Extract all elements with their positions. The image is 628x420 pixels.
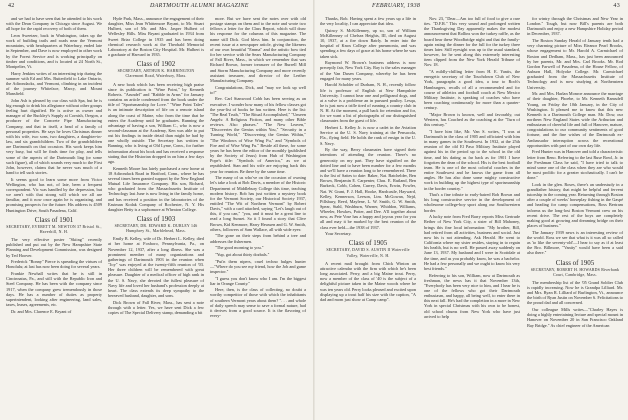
article-paragraph: Referring to his son, William, now at Dartmouth as freshman, the news has it that November 13th, "Everybody has been very nice to him, and I hear he is one of the fellows who got their Dartmouth enthusiasm, and happy, all being well, to enter there in this next fall. He's had the completion in a more in New York in special Christmas with his own to be honest, old school chums from New York who have just arrived to help <box>424 272 520 319</box>
article-paragraph: Dr. and Mrs. Clarence E. Bryant of <box>11 308 72 314</box>
article-paragraph: The January 1939 news is an interesting review of the world. Ross we see that what is it was all so called as 'to like the seventy-old'—I hear to say as if at least the Bro. Billmore, "Vanity" would have been a said also there." <box>527 229 623 256</box>
text-column-3 <box>210 16 306 416</box>
article-paragraph: Emily B. Kelley, wife of Dr. Herbert L. Kelley, died at her home at Foxboro, Pennsylvania, Pa., on November 12, 1937, after a long illness. She was a prominent member of many organizations and gatherings of Dartmouth 1903 in the reunion when "Joy" was enjoyed at the twenty-fifth reunion of '03. Her three children will be remembered with great pleasure. Daughter of a medical officer of high rank in the U. S. Navy, she devoted the fullest pleasure of Navy life and loved her husband's profession deeply at heart. The class extends its deep sympathy to the bereaved husband, daughter, and sons. <box>108 236 204 298</box>
article-paragraph: By the way, Berry classmates have signed their intentions of attending the reunion. There's no generosity on my part. They have signified on the dotted line and to have been number for a few months and we'll have a reunion long to be remembered. There is the list of Sattes to date: Baker, Nat. Batchelder, Ben Brown, Benjamin E. Carpenter, Chas. E. Rutland, Ben Burkeck, Cobb, Cohen, Currey, Davis, Erwin, Fowler, Nat. W. Grant, F. J. Hall, Hooke, Hardcastle, Hayward, Kelley, Kennerson, Leeson, Ltm. McGowan, Nejd, Pillsbury, Reed, Maylene, L. W. Smith, G. W. Smith, Spear, Stahl, Washburn, Warner, Whiddon, Williams, Wheeler, Howkes, Potter, and Dee. A'll together about now, as Pete Vose has a happy and joyous year for you all and may it be marked by the best reunion of the class ever held—the 1938 of 1937. <box>320 147 416 230</box>
article-paragraph: Rev. Carl Stanwood Cobb has been serving as an executive. I wonder how many of his fellow classes got the year-list of books he has written. Here is the list: "The Real Truth," "The Ritual Accomplished," "Unseen Angels: A Religious Fiction, and many other Bible reviews. Also phrases." "The New Leaven," "Discoveries the Genius within You," "Security in a Turning World," "Discovering the Genius Within," "The Windows of Wise Wing Fu," and "Symbols of Fire and of Wise Wing Fu." Beside all these, for some years he has been the editor of the monthly (published by the Society of Jesus) from Hub of Washington Pope's title: "Symbols of America," as we at republished. Stan and his wife are enjoying back this year for reunion. Be there by the same time. <box>210 96 306 174</box>
article-paragraph: The Boston Sunday Herald of January tenth had a very charming picture of Miss Eleanor Pearl Brooks, whose engagement to Mr. Harold A. Carmichael of Boston and Dedham, Mass., has just been announced by her parents, Mr. and Mrs. Carl Brooks. Mr. Rod Gordon Farwell of Pasadena, of the House Fellow, of Auburn Hall, Holyoke College. Mr. Carmichael graduated from the Massachusetts Institute of Technology and is now studying at Northeastern University. <box>527 38 623 90</box>
class-heading: Class of 1905 <box>348 239 388 248</box>
class-secretary-line: SECRETARY, EVERETT M. NEWTON 37 Bristol St., Haverhill, N. H. <box>6 224 102 234</box>
article-paragraph: Harry Jenkins writes of an interesting trip during the summer with Ed and Mrs. Butterfield to Lake Ontario, the Adirondacks, and Vermont, climbing in an incident of the journey Whiteface, Marcy, and Mount Mansfield. <box>6 70 102 97</box>
article-paragraph: "A mildly-chilling letter from H. E. Yantis, the energetic secretary of the Touchdown Club of New York, paragraphs a good idea, a tour to Roch's Hamburgers, recalls of all a recommended and for course of athletics and football coach at New Mexico Military Institute, is speaking of coaches who have been coaching continuously for more than a quarter-century. <box>424 69 520 111</box>
article-paragraph: Here, then, is the class of collecting, no doubt a worthy competitor of those with which the inhabitants of southern Vermont years about them? ". . . and whole of daily speech may sense to save a formal nature, had it derives from a good source. It is the flavoring of every- <box>210 287 306 319</box>
article-paragraph: Congratulations, Dick, and "may we look up well to!" <box>210 84 306 95</box>
text-column-1 <box>6 16 102 416</box>
article-paragraph: Fred Hunter was in Hanover and told a characteristic letter from Reno. Referring to the last Ruse Bowl, Jr. in the Freshman Class he said, "I have tried to talk to mind some one of the class when they are who would be most prolific for a greater stochastically. I can't be done." <box>527 149 623 181</box>
article-paragraph: "Major Brown is known, well and favorably, out Western, has Coached as the coaching at the "Turn of this century." <box>424 111 520 128</box>
left-running-title: DARTMOUTH ALUMNI MAGAZINE <box>150 3 249 9</box>
article-paragraph: Quincy S. McKillenney, up so, son of William McKillenney of Chelsea Heights, III, died on August 10, 1937, at a fire down Ratrly. In enter into the hospital of Knox College after pneumonia, and was spending a few days of grace at his home where he was taken sick. <box>320 27 416 59</box>
left-page-number: 42 <box>8 3 15 9</box>
article-paragraph: Your Secretary. <box>325 231 352 237</box>
article-paragraph: more. But we have sent the notes over with old postage stamps on them and to the note and wrote two fellows a letter for the Class Report, which will draw his response for the columns of this magazine. The name still Dick. God bless him. In conjunction, the recent issue at a newspaper article, giving the likeness of our own beautiful "Emma" and the artistic bow tied for her service with the Sears Manufacturing Company of Fall River, Mass., in which we remember that was Richard Brown, former treasurer of the Burrell Mill and Storm Manufacturing Company and more recently assistant treasurer, and director of the Lerther Manufacturing Company. <box>210 16 306 83</box>
article-paragraph: and we had to have seen that he attended to his work with the Dean Company in Chicago since August. We all hope for the rapid recovery of both of them. <box>6 16 102 32</box>
article-paragraph: Frankie Newhall writes that he is still in Cincinnatus, Pa., and still with the Republic Iron and Steel Company. He has been with the company since 1917, when the company grew tremendously in those days. He has a number of duties as property superintendent, looking after engineering, land sales, taxes, leases, agreements, etc. <box>6 271 102 307</box>
article-paragraph: John Ash is pleased by our class with Spa, but he is big enough to drink his allegiance without other groups feeling hurt dignified. He is active as owner and manager of the Buckley's Supply at Cornish, Oregon, a producer of the Concrete Pipe Manufacturing Company, and that in itself, a head of a family of personal properties. He says he loves Christmas dinner with his wife, two sons, two daughters, a daughter-in-law, and six grandchildren. Two of the grandchildren are Dartmouth on that occasion. His work keeps him very busy, but will he finds time for play, and tells some of the aspects of the Dartmouth ling (or some such figure), all of which sounds very much to the First John, however, claims that he never was much of a hand to tell such stories. <box>6 97 102 176</box>
right-running-title: FEBRUARY, 1938 <box>372 3 421 9</box>
article-paragraph: "I guess you don't know who I am. I'm the biggest liar in Orange County." <box>210 275 306 286</box>
article-paragraph: A lucky note from Fred Barry reports Miss Gertrude Reiber of New York City, a sister of Bill Mahoney, brings this fine local information: "My brother, Bill, had retired from all activities, business and social. Just now his is not attending. Ask Herald. He went to California where my sister resides, staying in to regain his health, but is no well. He passed away suddenly on June 13, 1937. My husband and I were in Scottdale at the time, and as you probably know, he was a bachelor. He had a few personally and we ought to know his very best friends." <box>424 214 520 271</box>
article-paragraph: Leon Sweetzer, back in Washington, takes up the work of building trails and roads near the Vermont mountains, with headquarters at Waterbury, ended late in September, and Dave is now employed in other work by the Forest Service and is working principally on timber and conditions, and is located at 24 North St., Montpelier, Vt. <box>6 32 102 69</box>
article-paragraph: That's a fine tribute to early-haired Bob Brown and his long constructive service in the development of wholesome college-boy sport along our Southwestern border. <box>424 192 520 213</box>
article-paragraph: "The gone on their steps from behind a tree and addresses the fishermen. <box>210 233 306 244</box>
class-heading: Class of 1903 <box>136 214 176 223</box>
article-paragraph: "Put'n them nipers, cruel techno hulges hunter—"Where do you see my friend, how the Job and game inspector." <box>210 258 306 274</box>
page-gutter <box>313 0 315 420</box>
article-paragraph: "The good morning to you." <box>215 245 264 251</box>
article-paragraph: Mr. and Mrs. Harlan Monroe announce the marriage of their daughter, Phoebe, to Mr. Kenneth Ramsdell Young, on Friday the 10th January, in the City of Washington. It pleased me to know that this new Kenneth is a Dartmouth College man. Mr. Dow, our northern New England States wide the Arthurian and enthusiasm of cheerful life and full of Hanover, mature, congratulations to our community sentiments of good fortune, and the fine wishes of the Dartmouth ex-Ambassador interruption across the recreational opportunities with part of our own day life. <box>527 91 623 148</box>
article-paragraph: "I have him like, Mr. Van S. writes, "I was at Dartmouth in the class of 1905 and officiated with him in many games in the Southwest. In 1932, at the 25th reunion of the old El Paso Military Institute played against his in the period up to the school in the old time, and his dating as far back as for 1901 I have forgotten the dean of the school. His is the best football team. He is one of the most colorful coaches in the entire Southwest and he knows the game from all angles. He has also done some mighty constructive work in building up the highest type of sportsmanship in the border country." <box>424 128 520 191</box>
class-heading: Class of 1902 <box>136 60 176 69</box>
article-paragraph: Our colleague Mills writes—"Charley Hayes is doing a highly entertaining lecture and special mount in Hanover on November 20 in San Francisco Oakland Bay Bridge." As chief engineer of the American <box>527 307 623 328</box>
article-paragraph: Frederick "Bonny" Pierce is spreading the virtues of Honolulu; at last has now been doing for several years. <box>6 259 102 270</box>
class-secretary-line: SECRETARY, DR. EDWARD K. DURLEY 146 Humphrey St., Marblehead, Mass. <box>114 223 198 234</box>
class-heading: Class of 1901 <box>34 215 74 224</box>
article-paragraph: "Yup, got about thirty dozbals." <box>215 251 270 257</box>
text-column-6 <box>527 16 623 416</box>
article-paragraph: Thanks, Bob. Having spent a few years up a life in the very locality, I can appreciate that idea. <box>320 16 416 27</box>
article-paragraph: Hyde Park, Mass., announce the engagement of their daughter, Miss Jean Whittemore Bryant, to Mr. Stuart Hulbert, son of Mr. and Mrs. Jasper Hulbert of Wellesley Hills. Miss Bryant graduated in 1934 from Sweet Briar College in 1935 and has been doing chemical research work at the Theobald Memorial Laboratory at the Boston City Hospital. Mr. Hulbert is a graduate of Harvard in 1935. <box>108 16 204 58</box>
class-heading: Class of 1905 <box>555 258 595 267</box>
text-column-2 <box>108 16 204 416</box>
text-column-4 <box>320 16 416 416</box>
right-page-number: 43 <box>613 3 620 9</box>
article-paragraph: The very effective poster "Skiing" recently published and put out by the New Hampshire State Planning and Development Commission, was designed by Ted Hoover. <box>6 237 102 258</box>
article-paragraph: for wintry through the Christmas and New Year in London." Tough, but now Bill's parents are both Dartmouth and enjoy a new Hampshire Holiday period in December, 1937. <box>527 16 623 37</box>
article-paragraph: A recent mail brought from Chick Winton an attractive calendar with the firm with which he's been long associated. Perry, and a big Maine trout. Perry, now a member of the class of '40 is the subject of a delightful picture taken in the Maine woods where he was ten years old. Perry looks pleased and excited upon displaying up a trout half his size with the caption, "A dad and mom just show at Camp camp". <box>320 260 416 302</box>
article-paragraph: Nov. 23, "Dear—Am too full of food to give a rare ties. "D.F.R." This very sound and prolonged written the Thanksgiving Day apparently makes the modest announcement that Rollins won the turkey raffle, as the board hear these Woodbridge night and that the family-again eating the dinner for the full for the turkey three times later. Still eyesight was up to the usual standard, however, for he sent along this extremely interesting item clipped from the New York Herald Tribune of Nov. 18. <box>424 16 520 68</box>
article-paragraph: Harold Scholder of Durham, N. H., recently follow life is professor of English at New Hampshire University. I cannot hear one and pelligrand dogs, and at a valve is a probleme an in pursued poultry. Lesqu, he is just now a trifle tired of running a country club in N. H. At the moment, a pull back for retention and for, for we want a list of photographs of our distinguished classmates from the guest of life. <box>320 82 416 124</box>
article-paragraph: The many of us who've on the occasion of owning let's take a look at Bob Davis, a member of the Historic Department of Middlebury College this time, teaching modern history. Bob has just written a mystery book for the Vermont Society, our Historical Society 1937, entitled "The Wit of Northern Vermont" by Bobert Davis," with a card attached, saying "Let's laugh out of this, if you can," "you, and it must be a great line to read a long Sunset. So it I found a story that Clive Brown, Kid Kenmore, Harry Heussen and G. W. Smith, others, followers of Sam Wallace, all with wide eyes: <box>210 175 306 232</box>
article-paragraph: Look in the glen. Roses, there's an understudy in a grandfather history, that might be helpful and fervent tutorship in the coming year. Returning through Boston after a couple of weeks' horseplay fishing in the Gaspé and heading for camp compensations, Ross Bertram informs us the long-lost Boston Vermont crew on his recent drive. The rest of the boys are completely making good at growing and dreaming bridge on their places of business." <box>527 181 623 229</box>
class-secretary-line: SECRETARY, ARTHUR K. HARRINGTON Claremont Road, Waterbury, Mass. <box>117 69 195 79</box>
article-paragraph: It seems good to learn some more from Victor Wellington, who has not, of late, been a frequent correspondent. Vic was handled by the depression, but we aren't with that strong will which we all are familiar, and it now once again he is organizing, and promising prospects for the future. His address is 4509 Huntington Drive, South Pasadena, Calif. <box>6 176 102 213</box>
article-paragraph: Kenneth Moore has lately purchased a new home at 18 Adirondack Road in Hartford, Conn., where he has several times been granted support by the New England Mutual Life Insurance Company. His son, Richard, who graduated from the Massachusetts Institute of Technology last June is now living in the family home, and has received a position in the laboratories of the Eastman Kodak Company of Rochester, N. Y. His daughter Betty is a sophomore at Wheaton College. <box>108 165 204 212</box>
class-secretary-line: SECRETARY, DAVID S. AUSTIN II Waterville Valley, Waterville, N. H. <box>326 248 410 258</box>
article-paragraph: Herbert L. Kelley Jr. is now a cadet in the Aviation Service at the U. S. Navy training at the Pensacola, Fla., flying field. He holds the rank of ensign in the U. S. Navy. <box>320 125 416 146</box>
text-column-5 <box>424 16 520 416</box>
class-secretary-line: SECRETARY, ROBERT H. HOWARDS Riverbank Court, Cambridge, Mass. <box>530 267 620 277</box>
article-paragraph: Dick Brown of Fall River, Mass., has sent a note through with a letter. Yes, we have sent Dick a few copies of The Special Delivery stamp, demanding a bit <box>108 299 204 315</box>
article-paragraph: A new book which has been receiving high praise since its publication is "Wine Point," by Kenneth Roberts. "Arundel" and "Rabble in Arms" for January contains an article condensed from the book under the title of "Sportsmanship for Love." "Wine Point Tales" is an intimate description of life on a remote island along the coast of Maine, who from the time that he enters the Academy until he graduates. Running the advantage of having a son, William C., who is now a second-classman at the Academy, Ken was able to put out his findings in inside detail than might be had by one wholly outside. The Secretary has written to Banning, who is living at Old Lyme, Conn., for further information about his book and has received a response stating that the Historian dropped in on him a few days ago. <box>108 81 204 164</box>
article-paragraph: The membership list of the '05 Grand Soldier Club is rapidly increasing. Now he is Grandpa Lilliard. Mr. and Mrs. Ryan R. Lilliard of Burlington, Vt., announce the birth of Ryan Justin on November 6. Felicitations to the proud dad and all concerned. <box>527 279 623 306</box>
article-paragraph: Raymond W. Brown's business address is now preceptly fair, New York City. Ray is the sales manager of the Van Dusen Company, whereby he has been engaged for many years. <box>320 60 416 81</box>
